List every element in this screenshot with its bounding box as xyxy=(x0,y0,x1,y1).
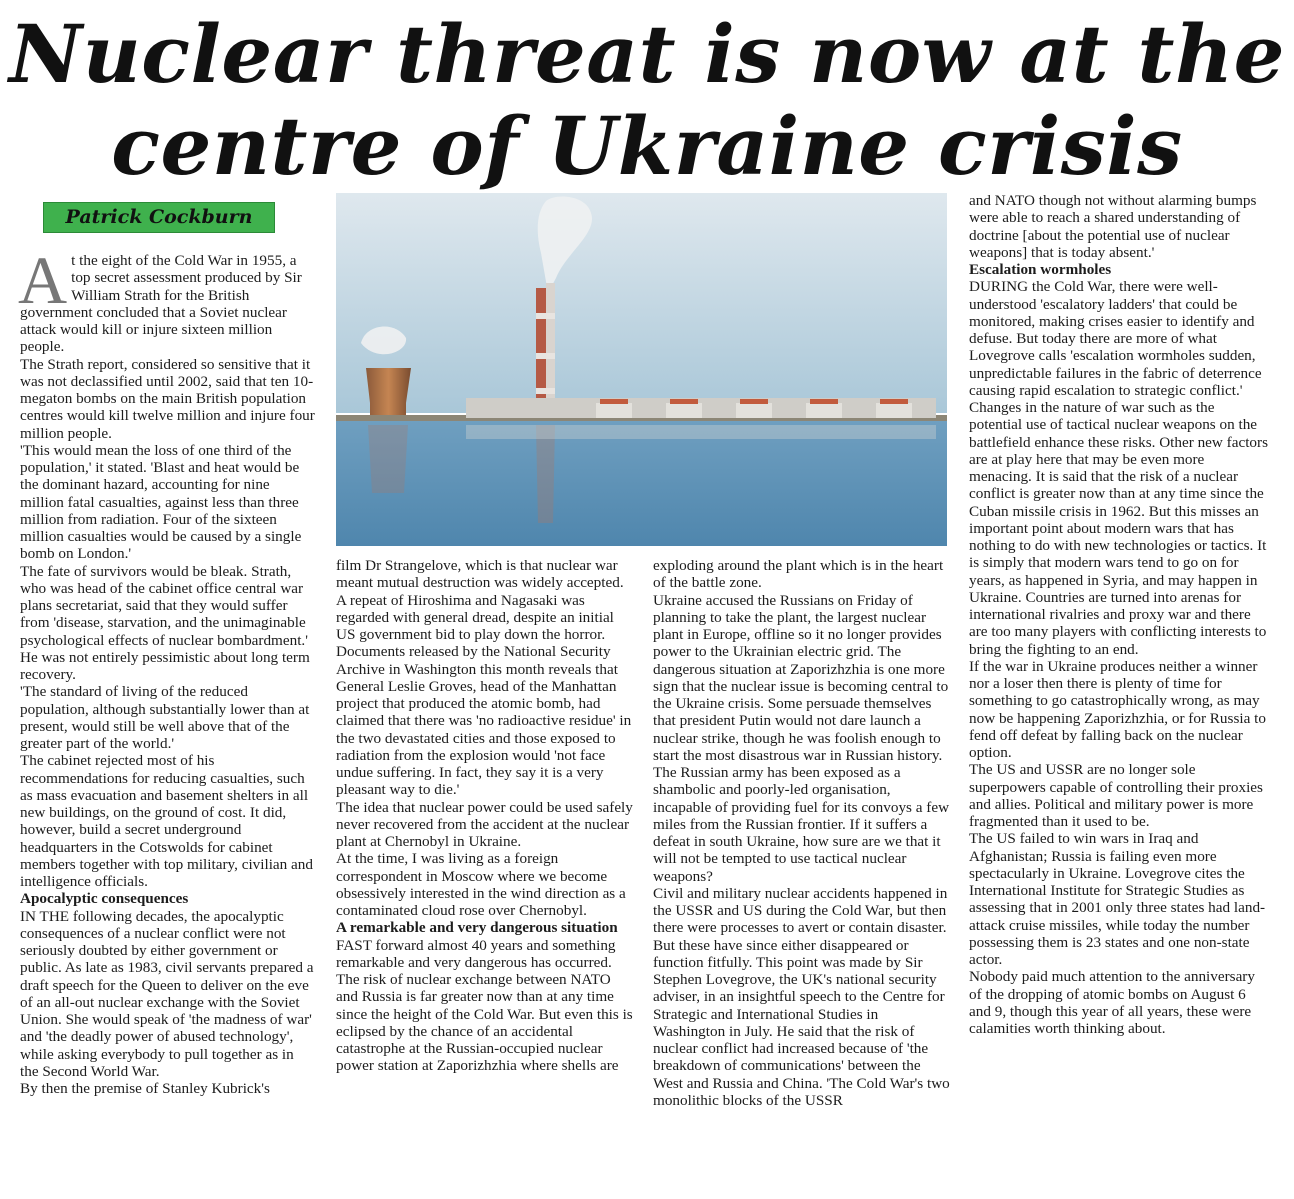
paragraph: exploding around the plant which is in the heart of the battle zone. xyxy=(653,557,944,592)
paragraph: DURING the Cold War, there were well-understood 'escalatory ladders' that could be monitored, making crises easier to identify and defuse. But today there are more of what Lovegrove calls 'escalation wormholes sudden, unpredictable failures in the fabric of deterrence causing rapid escalation to strategic conflict.' Changes in the nature of war such as the potential use of tactical nuclear weapons on the battlefield enhance these risks. Other new factors are at play here that may be even more menacing. It is said that the risk of a nuclear conflict is greater now than at any time since the Cuban missile crisis in 1962. But this misses an important point about modern wars that has nothing to do with new technologies or tactics. It is simply that modern wars tend to go on for years, as happened in Syria, and may happen in Ukraine. Countries are turned into arenas for international rivalries and proxy war and there are too many players with conflicting interests to bring the fighting to an end. xyxy=(969,278,1268,658)
plant-illustration xyxy=(336,193,947,546)
headline-line-2: centre of Ukraine crisis xyxy=(111,99,1183,193)
subheading: Apocalyptic consequences xyxy=(20,890,189,908)
paragraph: The US failed to win wars in Iraq and Afghanistan; Russia is failing even more spectacularly in Ukraine. Lovegrove cites the International Institute for Strategic Studies as assessing that in 2001 only three states had land-attack cruise missiles, while today the number possessing them is 23 states and one non-state actor. xyxy=(969,830,1266,968)
paragraph: FAST forward almost 40 years and something remarkable and very dangerous has occurred. The risk of nuclear exchange between NATO and Russia is far greater now than at any time since the height of the Cold War. But even this is eclipsed by the chance of an accidental catastrophe at the Russian-occupied nuclear power station at Zaporizhzhia where shells are xyxy=(336,936,633,1075)
paragraph: film Dr Strangelove, which is that nuclear war meant mutual destruction was widely accepted. A repeat of Hiroshima and Nagasaki was regarded with general dread, despite an initial US government bid to play down the horror. Documents released by the National Security Archive in Washington this month reveals that General Leslie Groves, head of the Manhattan project that produced the atomic bomb, had claimed that there was 'no radioactive residue' in the two devastated cities and those exposed to radiation from the explosion would 'not face undue suffering. In fact, they say it is a very pleasant way to die.' xyxy=(336,557,632,799)
article-column-4 xyxy=(969,192,1268,1037)
tower-reflection xyxy=(368,425,408,493)
paragraph: The cabinet rejected most of his recommendations for reducing casualties, such as mass evacuation and basement shelters in all new buildings, on the ground of cost. It did, however, build a secret underground headquarters in the Cotswolds for cabinet members together with top military, civilian and intelligence officials. xyxy=(20,752,313,890)
paragraph: At the time, I was living as a foreign correspondent in Moscow where we become obsessively interested in the wind direction as a contaminated cloud rose over Chernobyl. xyxy=(336,850,626,919)
article-column-3 xyxy=(653,557,951,1109)
paragraph xyxy=(18,242,316,356)
sky xyxy=(336,193,947,413)
water xyxy=(336,421,947,546)
article-column-1 xyxy=(18,242,316,1097)
paragraph: The US and USSR are no longer sole superpowers capable of controlling their proxies and allies. Political and military power is more fragmented than it used to be. xyxy=(969,761,1263,830)
paragraph: He was not entirely pessimistic about long term recovery. xyxy=(20,648,310,683)
chimney-middle xyxy=(546,283,555,418)
chimney-reflection xyxy=(536,425,555,523)
paragraph-text: t the eight of the Cold War in 1955, a top secret assessment produced by Sir William Strath for the British government concluded that a Soviet nuclear attack would kill or injure sixteen million people. xyxy=(20,252,302,356)
paragraph: If the war in Ukraine produces neither a winner nor a loser then there is plenty of time for something to go catastrophically wrong, as may now be happening Zaporizhzhia, or for Russia to fend off defeat by falling back on the nuclear option. xyxy=(969,657,1266,761)
paragraph: The idea that nuclear power could be used safely never recovered from the accident at the nuclear plant at Chernobyl in Ukraine. xyxy=(336,798,633,850)
paragraph: and NATO though not without alarming bumps were able to reach a shared understanding of doctrine [about the potential use of nuclear weapons] that is today absent.' xyxy=(969,192,1257,261)
paragraph: Ukraine accused the Russians on Friday of planning to take the plant, the largest nuclear plant in Europe, offline so it no longer provides power to the Ukrainian electric grid. The dangerous situation at Zaporizhzhia is one more sign that the nuclear issue is becoming central to the Ukraine crisis. Some persuade themselves that president Putin would not dare launch a nuclear strike, though he was foolish enough to start the most disastrous war in Russian history. The Russian army has been exposed as a shambolic and poorly-led organisation, incapable of providing fuel for its convoys a few miles from the Russian frontier. If it suffers a defeat in south Ukraine, how sure are we that it will not be tempted to use tactical nuclear weapons? xyxy=(653,591,950,885)
headline xyxy=(0,8,1294,192)
drop-cap: A xyxy=(18,242,68,318)
article-column-2 xyxy=(336,557,634,1075)
paragraph: 'The standard of living of the reduced population, although substantially lower than at present, would still be well above that of the greater part of the world.' xyxy=(20,683,310,752)
paragraph: 'This would mean the loss of one third of the population,' it stated. 'Blast and heat would be the dominant hazard, accounting for nine million fatal casualties, against less than three million from radiation. Four of the sixteen million casualties would be caused by a single bomb on London.' xyxy=(20,441,302,563)
nuclear-power-plant-photo xyxy=(336,193,947,546)
subheading: Escalation wormholes xyxy=(969,261,1112,278)
byline: Patrick Cockburn xyxy=(43,202,275,233)
subheading: A remarkable and very dangerous situation xyxy=(336,919,618,937)
headline-line-1: Nuclear threat is now at the xyxy=(8,7,1286,101)
paragraph: Civil and military nuclear accidents happened in the USSR and US during the Cold War, but then there were processes to avert or contain disaster. But these have since either disappeared or function fitfully. This point was made by Sir Stephen Lovegrove, the UK's national security adviser, in an insightful speech to the Centre for Strategic and International Studies in Washington in July. He said that the risk of nuclear conflict had increased because of 'the breakdown of communications' between the West and Russia and China. 'The Cold War's two monolithic blocks of the USSR xyxy=(653,884,950,1109)
paragraph: The Strath report, considered so sensitive that it was not declassified until 2002, said that ten 10-megaton bombs on the main British population centres would kill twelve million and injure four million people. xyxy=(20,355,315,442)
cooling-tower xyxy=(366,368,411,421)
paragraph: The fate of survivors would be bleak. Strath, who was head of the cabinet office central war plans secretariat, said that they would suffer from 'disease, starvation, and the unimaginable psychological effects of nuclear bombardment.' xyxy=(20,562,308,649)
paragraph: By then the premise of Stanley Kubrick's xyxy=(20,1080,270,1097)
buildings-reflection xyxy=(466,425,936,439)
paragraph: Nobody paid much attention to the anniversary of the dropping of atomic bombs on August 6 and 9, though this year of all years, these were calamities worth thinking about. xyxy=(969,968,1255,1037)
paragraph: IN THE following decades, the apocalyptic consequences of a nuclear conflict were not seriously doubted by either government or public. As late as 1983, civil servants prepared a draft speech for the Queen to deliver on the eve of an all-out nuclear exchange with the Soviet Union. She would speak of 'the madness of war' and 'the deadly power of abused technology', while asking everybody to pull together as in the Second World War. xyxy=(20,907,314,1080)
